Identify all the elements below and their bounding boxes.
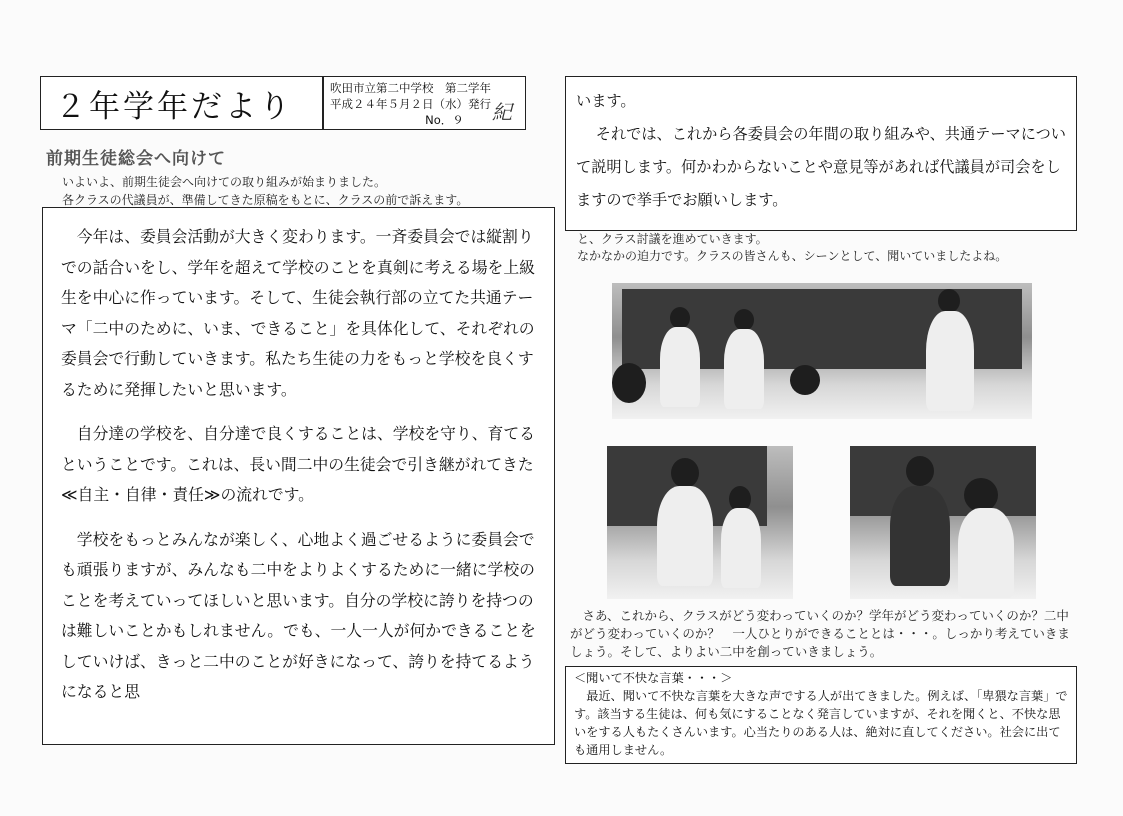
speech-paragraph: 今年は、委員会活動が大きく変わります。一斉委員会では縦割りでの話合いをし、学年を超えて学校のことを真剣に考える場を上級生を中心に作っています。そして、生徒会執行部の立てた共通テーマ「二中のために、いま、できること」を具体化して、それぞれの委員会で行動していきます。私たち生徒の力をもっと学校を良くするために発揮したいと思います。 bbox=[61, 227, 535, 399]
photo-student-speaking bbox=[607, 446, 793, 599]
intro-line: いよいよ、前期生徒会へ向けての取り組みが始まりました。 bbox=[62, 175, 387, 189]
discussion-text bbox=[577, 231, 1007, 265]
speech-continued-box bbox=[565, 76, 1077, 231]
notice-box bbox=[565, 666, 1077, 764]
notice-body: 最近、聞いて不快な言葉を大きな声でする人が出てきました。例えば、「卑猥な言葉」です。該当する生徒は、何も気にすることなく発言していますが、それを聞くと、不快な思いをする人もたくさんいます。心当たりのある人は、絶対に直してください。社会に出ても通用しません。 bbox=[574, 689, 1068, 757]
issue-number: No．９ bbox=[425, 113, 464, 127]
speech-paragraph: 学校をもっとみんなが楽しく、心地よく過ごせるように委員会でも頑張りますが、みんなも二中をよりよくするために一緒に学校のことを考えていってほしいと思います。自分の学校に誇りを持つのは難しいことかもしれません。でも、一人一人が何かできることをしていけば、きっと二中のことが好きになって、誇りを持てるようになると思 bbox=[61, 529, 536, 701]
speech-box bbox=[42, 207, 555, 745]
speech-continued-line: います。 bbox=[576, 92, 636, 110]
photo-delegates-reading bbox=[850, 446, 1036, 599]
discussion-line: と、クラス討議を進めていきます。 bbox=[577, 232, 768, 246]
speech-paragraph: 自分達の学校を、自分達で良くすることは、学校を守り、育てるということです。これは、長い間二中の生徒会で引き継がれてきた≪自主・自律・責任≫の流れです。 bbox=[61, 424, 535, 504]
article-headline: 前期生徒総会へ向けて bbox=[46, 149, 226, 169]
newsletter-title: ２年学年だより bbox=[55, 88, 293, 125]
intro-text bbox=[62, 173, 468, 209]
intro-line: 各クラスの代議員が、準備してきた原稿をもとに、クラスの前で訴えます。 bbox=[62, 193, 469, 207]
handwritten-mark: 紀 bbox=[492, 100, 512, 124]
notice-title: ＜聞いて不快な言葉・・・＞ bbox=[574, 671, 733, 685]
speech-continued-paragraph: それでは、これから各委員会の年間の取り組みや、共通テーマについて説明します。何かわからないことや意見等があれば代議員が司会をしますので挙手でお願いします。 bbox=[576, 125, 1066, 209]
newsletter-title-box bbox=[40, 76, 323, 130]
school-name: 吹田市立第二中学校 第二学年 bbox=[330, 81, 491, 95]
photo-class-presentation bbox=[612, 283, 1032, 419]
issue-date: 平成２４年５月２日（水）発行 bbox=[330, 97, 491, 111]
closing-paragraph: さあ、これから、クラスがどう変わっていくのか？学年がどう変わっていくのか？二中がどう変わっていくのか？ 一人ひとりができることとは・・・。しっかり考えていきましょう。そして、よりよい二中を創っていきましょう。 bbox=[570, 608, 1070, 659]
discussion-line: なかなかの迫力です。クラスの皆さんも、シーンとして、聞いていましたよね。 bbox=[577, 249, 1008, 263]
